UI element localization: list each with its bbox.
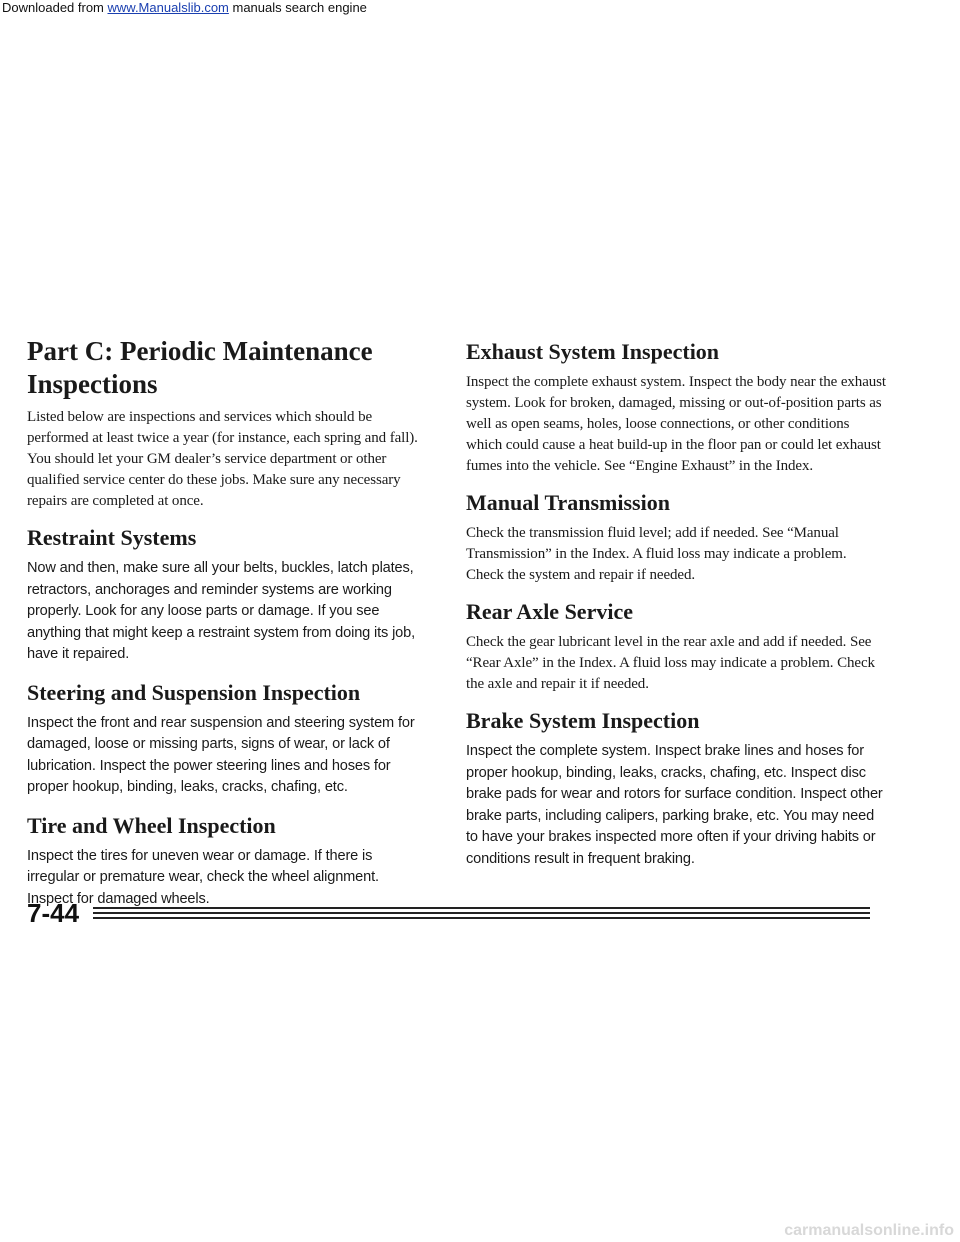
footer-rule-top (93, 907, 870, 909)
exhaust-system-heading: Exhaust System Inspection (466, 339, 720, 364)
restraint-systems-heading: Restraint Systems (27, 525, 197, 550)
manualslib-link[interactable]: www.Manualslib.com (107, 0, 229, 15)
steering-suspension-body: Inspect the front and rear suspension and steering system for damaged, loose or missing parts, signs of wear, or lack of lubrication. Inspect the power steering lines and hoses for proper hookup, binding, leaks, cracks, chafing, etc. (27, 714, 415, 795)
footer-rule-bottom (93, 917, 870, 919)
tire-wheel-heading: Tire and Wheel Inspection (27, 812, 276, 838)
header-suffix: manuals search engine (228, 0, 367, 15)
manual-transmission-body: Check the transmission fluid level; add if needed. See “Manual Transmission” in the Index. A fluid loss may indicate a problem. Check the system and repair if needed. (466, 525, 847, 583)
brake-system-body: Inspect the complete system. Inspect brake lines and hoses for proper hookup, binding, leaks, cracks, chafing, etc. Inspect disc brake pads for wear and rotors for surface condition. Inspect other brake parts, including calipers, parking brake, etc. You may need to have your brakes inspected more often if your driving habits or conditions result in frequent braking. (466, 743, 883, 867)
restraint-systems-body: Now and then, make sure all your belts, buckles, latch plates, retractors, anchorages and reminder systems are working properly. Look for any loose parts or damage. If you see anything that might keep a restraint system from doing its job, have it repaired. (27, 560, 416, 662)
page-number: 7-44 (27, 898, 80, 928)
footer-rule-middle (93, 912, 870, 914)
tire-wheel-body: Inspect the tires for uneven wear or damage. If there is irregular or premature wear, check the wheel alignment. Inspect for damaged wheels. (27, 847, 379, 907)
page-title: Part C: Periodic Maintenance Inspections (27, 336, 373, 399)
left-column (27, 335, 427, 923)
rear-axle-heading: Rear Axle Service (466, 599, 633, 624)
manual-transmission-heading: Manual Transmission (466, 490, 670, 515)
brake-system-heading: Brake System Inspection (466, 708, 700, 733)
rear-axle-body: Check the gear lubricant level in the rear axle and add if needed. See “Rear Axle” in the Index. A fluid loss may indicate a problem. Check the axle and repair it if needed. (466, 634, 875, 692)
download-header (0, 0, 960, 16)
exhaust-system-body: Inspect the complete exhaust system. Inspect the body near the exhaust system. Look for broken, damaged, missing or out-of-position parts as well as open seams, holes, loose connections, or other conditions which could cause a heat build-up in the floor pan or could let exhaust fumes into the vehicle. See “Engine Exhaust” in the Index. (466, 374, 886, 474)
steering-suspension-heading: Steering and Suspension Inspection (27, 679, 361, 705)
header-prefix: Downloaded from (2, 0, 108, 15)
intro-paragraph: Listed below are inspections and services which should be performed at least twice a year (for instance, each spring and fall). You should let your GM dealer’s service department or other qualified service center do these jobs. Make sure any necessary repairs are completed at once. (27, 409, 418, 509)
right-column (466, 338, 886, 883)
watermark: carmanualsonline.info (784, 1222, 954, 1239)
